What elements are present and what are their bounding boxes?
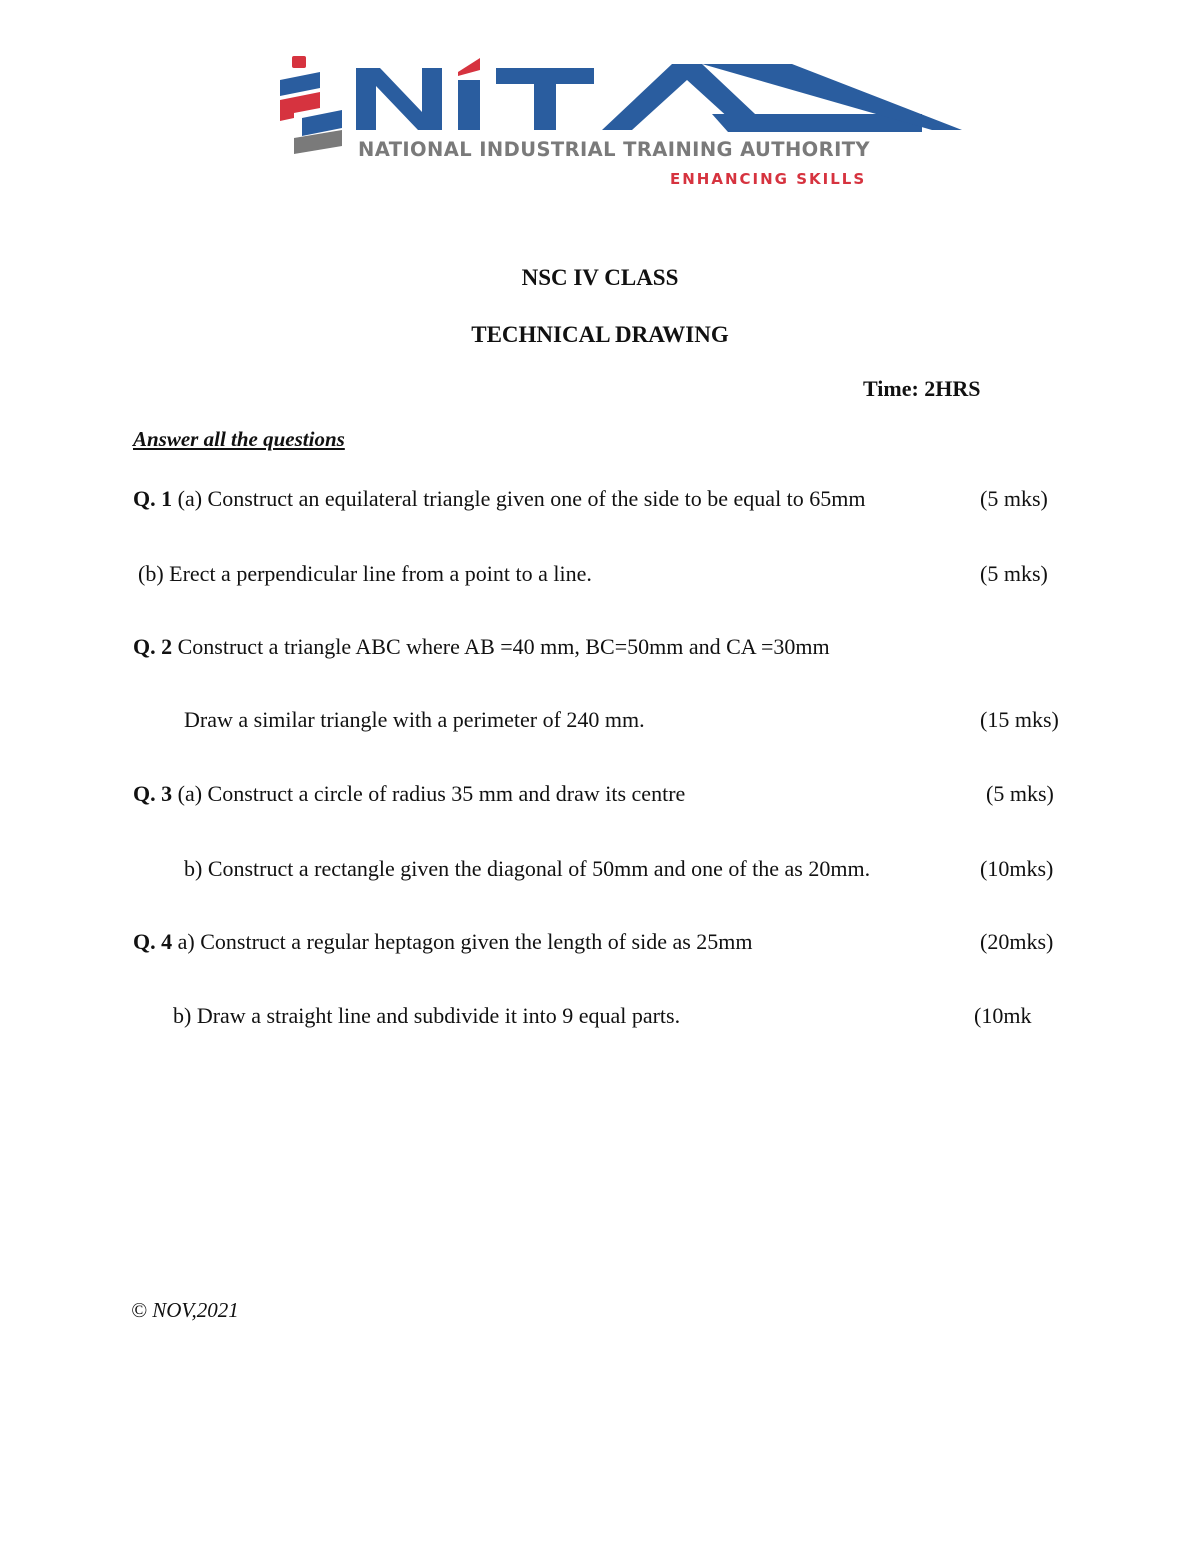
question-marks: (10mk [974,1003,1032,1028]
logo-tagline: ENHANCING SKILLS [670,170,867,188]
subject-title: TECHNICAL DRAWING [471,322,729,347]
question-row [133,929,753,955]
question-text: Draw a similar triangle with a perimeter of 240 mm. [184,707,645,732]
question-text: b) Draw a straight line and subdivide it into 9 equal parts. [173,1003,681,1028]
instructions: Answer all the questions [133,427,345,451]
question-row [184,707,645,733]
question-row [184,856,870,882]
question-row [138,561,592,587]
question-marks: (5 mks) [980,486,1048,511]
question-number: Q. 4 [133,929,173,954]
question-text: Construct a triangle ABC where AB =40 mm, BC=50mm and CA =30mm [177,634,830,659]
question-marks: (10mks) [980,856,1054,881]
exam-time: Time: 2HRS [863,376,981,401]
question-text: a) Construct a regular heptagon given the length of side as 25mm [177,929,753,954]
question-row [133,781,685,807]
question-row [173,1003,680,1029]
class-title: NSC IV CLASS [521,265,679,290]
nita-emblem-icon [280,56,342,154]
question-text: b) Construct a rectangle given the diagonal of 50mm and one of the as 20mm. [184,856,871,881]
question-marks: (15 mks) [980,707,1059,732]
logo-full-name: NATIONAL INDUSTRIAL TRAINING AUTHORITY [358,138,870,161]
question-marks: (5 mks) [986,781,1054,806]
question-text: (a) Construct a circle of radius 35 mm and draw its centre [177,781,686,806]
copyright: © NOV,2021 [131,1298,239,1322]
question-text: (b) Erect a perpendicular line from a point to a line. [138,561,592,586]
question-marks: (20mks) [980,929,1054,954]
nita-logo [272,52,972,192]
question-number: Q. 2 [133,634,173,659]
question-row [133,634,830,660]
question-text: (a) Construct an equilateral triangle given one of the side to be equal to 65mm [177,486,866,511]
question-number: Q. 3 [133,781,173,806]
question-row [133,486,866,512]
question-number: Q. 1 [133,486,173,511]
question-marks: (5 mks) [980,561,1048,586]
